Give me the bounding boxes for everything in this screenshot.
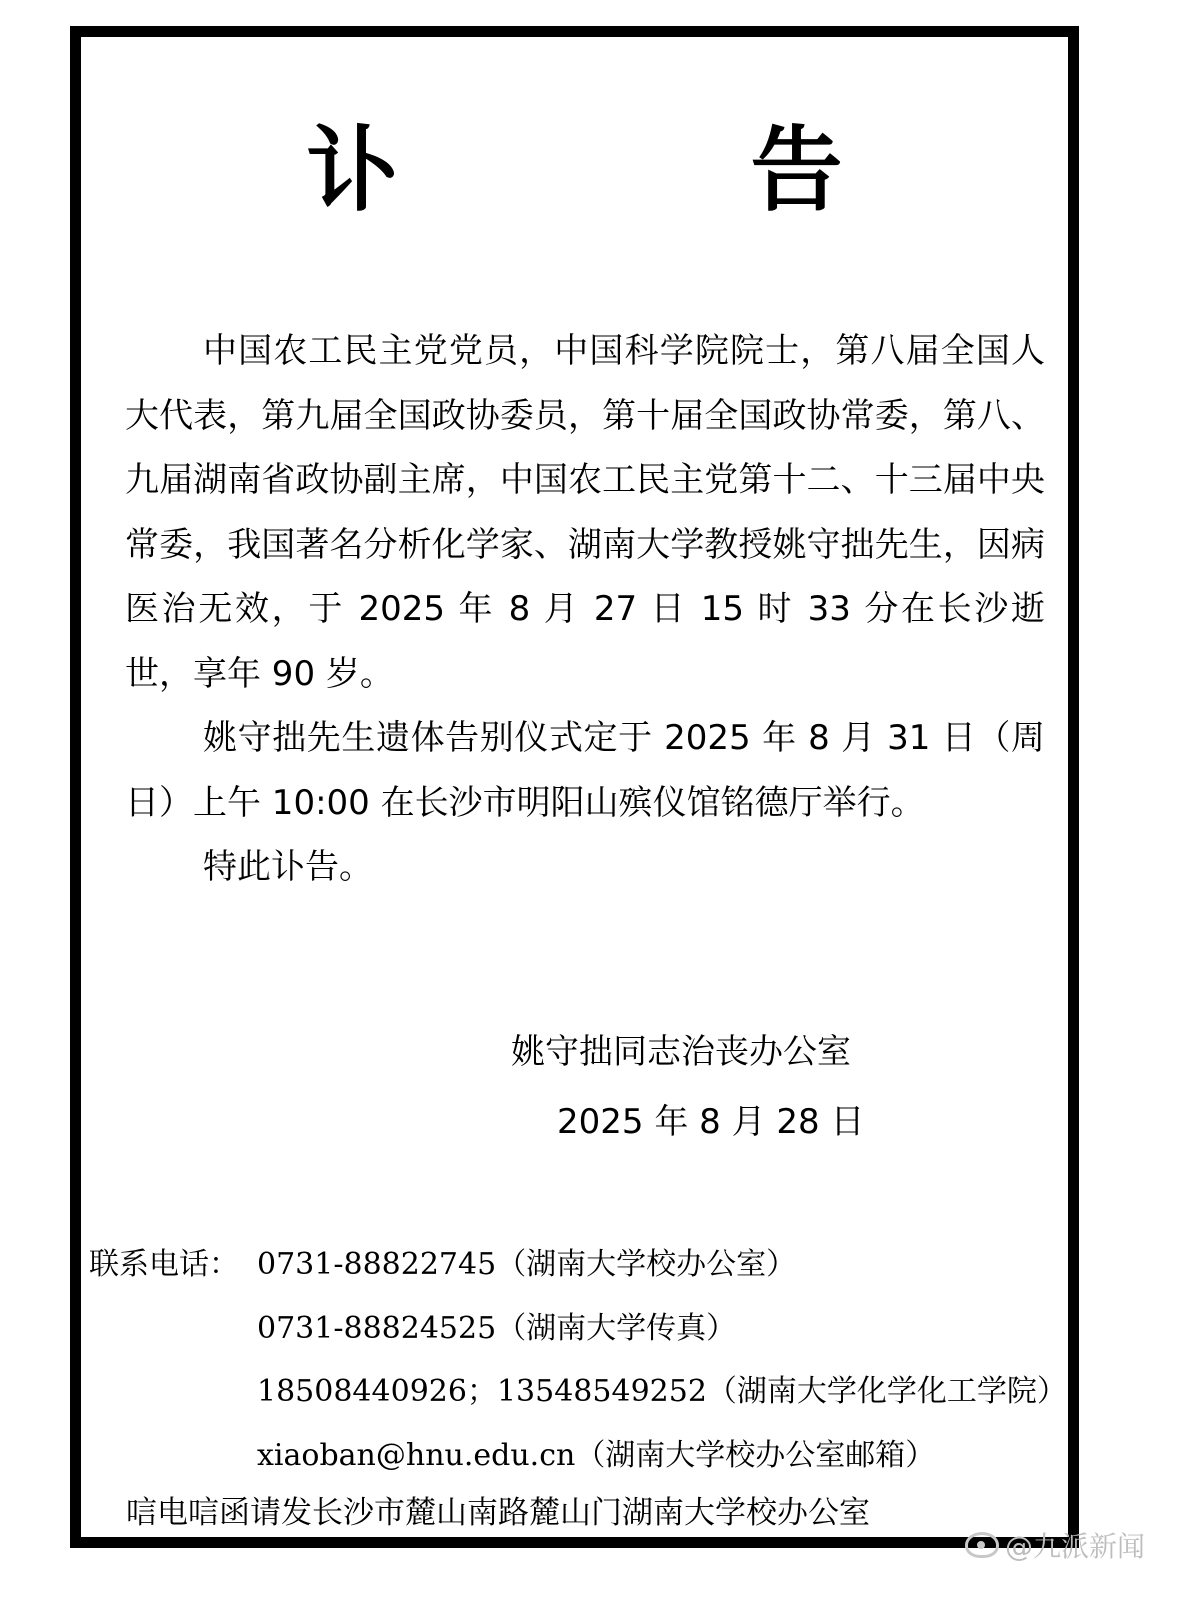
page-title: 讣 告 [306, 117, 973, 224]
contact-value: 0731-88822745 [257, 1247, 497, 1282]
signature-block [511, 1017, 864, 1157]
contact-note: （湖南大学化学化工学院） [706, 1374, 1067, 1409]
contact-value: 18508440926；13548549252 [257, 1374, 707, 1409]
mailing-address: 唁电唁函请发长沙市麓山南路麓山门湖南大学校办公室 [126, 1495, 870, 1531]
contact-label: 联系电话： [89, 1247, 239, 1282]
contact-email: xiaoban@hnu.edu.cn [257, 1437, 576, 1473]
obituary-paragraph-closing: 特此讣告。 [203, 847, 373, 887]
issuer-name: 姚守拙同志治丧办公室 [511, 1032, 851, 1072]
obituary-body [125, 319, 1045, 900]
obituary-frame [70, 26, 1079, 1548]
watermark [965, 1525, 1145, 1565]
contact-value: 0731-88824525 [257, 1310, 497, 1346]
contact-row [89, 1233, 1079, 1297]
contact-entry [257, 1424, 935, 1488]
weibo-icon [965, 1532, 999, 1558]
contact-entry [257, 1233, 796, 1297]
contact-list [89, 1233, 1079, 1487]
contact-note: （湖南大学校办公室邮箱） [575, 1437, 936, 1473]
contact-note: （湖南大学传真） [496, 1310, 737, 1346]
contact-row [89, 1360, 1079, 1424]
contact-row [89, 1297, 1079, 1361]
contact-entry [257, 1297, 736, 1361]
contact-row [89, 1424, 1079, 1488]
issue-date: 2025 年 8 月 28 日 [557, 1102, 865, 1142]
contact-note: （湖南大学校办公室） [496, 1247, 797, 1282]
obituary-paragraph-ceremony: 姚守拙先生遗体告别仪式定于 2025 年 8 月 31 日（周日）上午 10:00 在长沙市明阳山殡仪馆铭德厅举行。 [125, 718, 1045, 823]
contact-entry [257, 1360, 1067, 1424]
obituary-paragraph-main: 中国农工民主党党员，中国科学院院士，第八届全国人大代表，第九届全国政协委员，第十届全国政协常委，第八、九届湖南省政协副主席，中国农工民主党第十二、十三届中央常委，我国著名分析化学家、湖南大学教授姚守拙先生，因病医治无效，于 2025 年 8 月 27 日 15 时 33 分在长沙逝世，享年 90 岁。 [125, 331, 1045, 694]
watermark-text: @九派新闻 [1004, 1530, 1145, 1563]
